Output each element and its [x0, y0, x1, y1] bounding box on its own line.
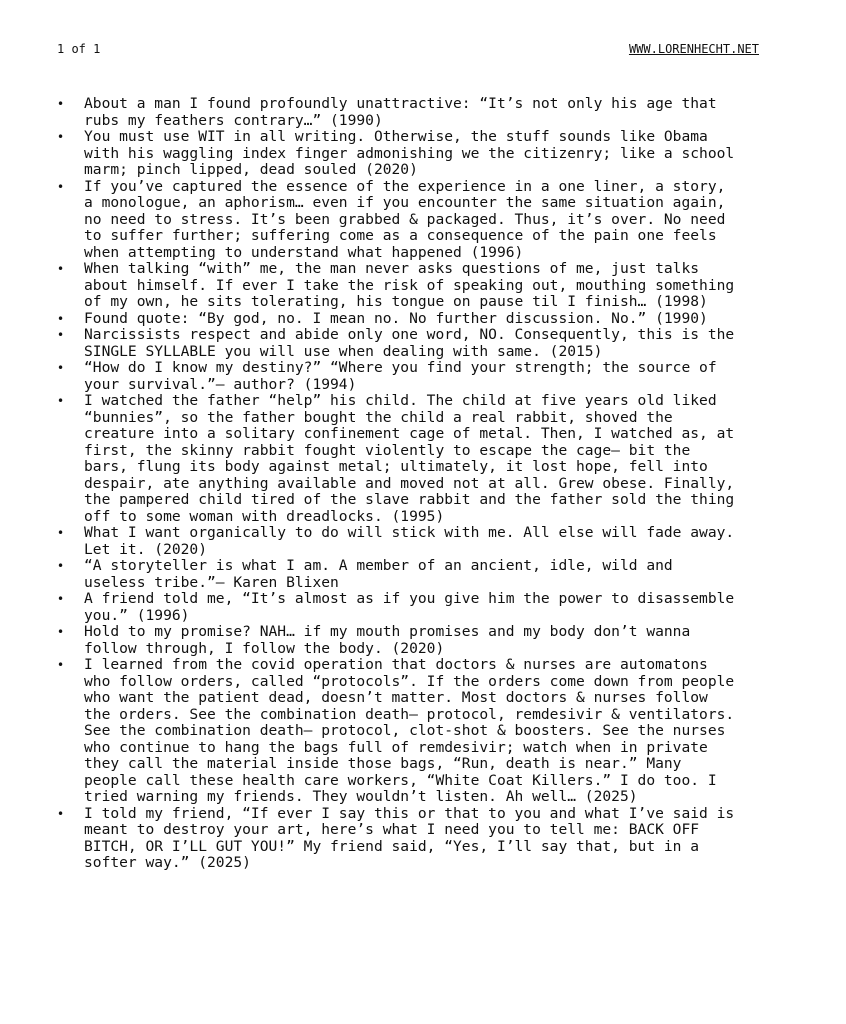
quote-text: “How do I know my destiny?” “Where you find your strength; the source of your survival.”— author? (1994) [84, 359, 717, 393]
list-item [57, 623, 784, 657]
quote-text: You must use WIT in all writing. Otherwise, the stuff sounds like Obama with his waggling index finger admonishing we the citizenry; like a school marm; pinch lipped, dead souled (2020) [84, 128, 735, 178]
bullet-icon: • [57, 559, 65, 573]
list-item [57, 590, 784, 624]
quote-text: A friend told me, “It’s almost as if you give him the power to disassemble you.” (1996) [84, 590, 735, 624]
quote-text: When talking “with” me, the man never asks questions of me, just talks about himself. If ever I take the risk of speaking out, mouthing something of my own, he sits tolerating, his tongue on pause til I finish… (1998) [84, 260, 735, 310]
list-item [57, 392, 784, 525]
list-item [57, 95, 784, 129]
quote-text: I watched the father “help” his child. The child at five years old liked “bunnies”, so the father bought the child a real rabbit, shoved the creature into a solitary confinement cage of metal. Then, I watched as, at first, the skinny rabbit fought violently to escape the cage— bit the bars, flung its body against metal; ultimately, it lost hope, fell into despair, ate anything available and moved not at all. Grew obese. Finally, the pampered child tired of the slave rabbit and the father sold the thing off to some woman with dreadlocks. (1995) [84, 392, 735, 525]
bullet-icon: • [57, 97, 65, 111]
bullet-icon: • [57, 526, 65, 540]
site-url-link[interactable]: WWW.LORENHECHT.NET [628, 42, 759, 56]
quote-text: I learned from the covid operation that doctors & nurses are automatons who follow orders, called “protocols”. If the orders come down from people who want the patient dead, doesn’t matter. Most doctors & nurses follow the orders. See the combination death— protocol, remdesivir & ventilators. See the combination death— protocol, clot-shot & boosters. See the nurses who continue to hang the bags full of remdesivir; watch when in private they call the material inside those bags, “Run, death is near.” Many people call these health care workers, “White Coat Killers.” I do too. I tried warning my friends. They wouldn’t listen. Ah well… (2025) [84, 656, 735, 805]
list-item [57, 656, 784, 806]
list-item [57, 557, 784, 591]
list-item [57, 260, 784, 311]
quote-text: Narcissists respect and abide only one word, NO. Consequently, this is the SINGLE SYLLABLE you will use when dealing with same. (2015) [84, 326, 735, 360]
bullet-icon: • [57, 658, 65, 672]
quote-text: “A storyteller is what I am. A member of an ancient, idle, wild and useless tribe.”— Karen Blixen [84, 557, 673, 591]
list-item [57, 309, 784, 328]
bullet-icon: • [57, 130, 65, 144]
bullet-icon: • [57, 328, 65, 342]
bullet-icon: • [57, 311, 65, 326]
list-item [57, 177, 784, 262]
list-item [57, 326, 784, 360]
quote-text: What I want organically to do will stick with me. All else will fade away. Let it. (2020) [84, 524, 735, 558]
quote-text: If you’ve captured the essence of the experience in a one liner, a story, a monologue, an aphorism… even if you encounter the same situation again, no need to stress. It’s been grabbed & packaged. Thus, it’s over. No need to suffer further; suffering come as a consequence of the pain one feels when attempting to understand what happened (1996) [84, 177, 726, 261]
quote-text: Hold to my promise? NAH… if my mouth promises and my body don’t wanna follow through, I follow the body. (2020) [84, 623, 691, 657]
bullet-icon: • [57, 179, 65, 194]
page-count: 1 of 1 [57, 42, 101, 56]
list-item [57, 128, 784, 179]
quote-text: I told my friend, “If ever I say this or that to you and what I’ve said is meant to destroy your art, here’s what I need you to tell me: BACK OFF BITCH, OR I’LL GUT YOU!” My friend said, “Yes, I’ll say that, but in a softer way.” (2025) [84, 804, 735, 871]
list-item [57, 359, 784, 393]
bullet-icon: • [57, 806, 65, 821]
quote-text: About a man I found profoundly unattractive: “It’s not only his age that rubs my feathers contrary…” (1990) [84, 95, 717, 129]
page-header [57, 41, 759, 57]
bullet-icon: • [57, 262, 65, 276]
quote-list [57, 95, 784, 872]
quote-text: Found quote: “By god, no. I mean no. No further discussion. No.” (1990) [84, 309, 708, 327]
list-item [57, 804, 784, 872]
bullet-icon: • [57, 592, 65, 606]
bullet-icon: • [57, 361, 65, 375]
bullet-icon: • [57, 625, 65, 639]
list-item [57, 524, 784, 558]
bullet-icon: • [57, 394, 65, 408]
